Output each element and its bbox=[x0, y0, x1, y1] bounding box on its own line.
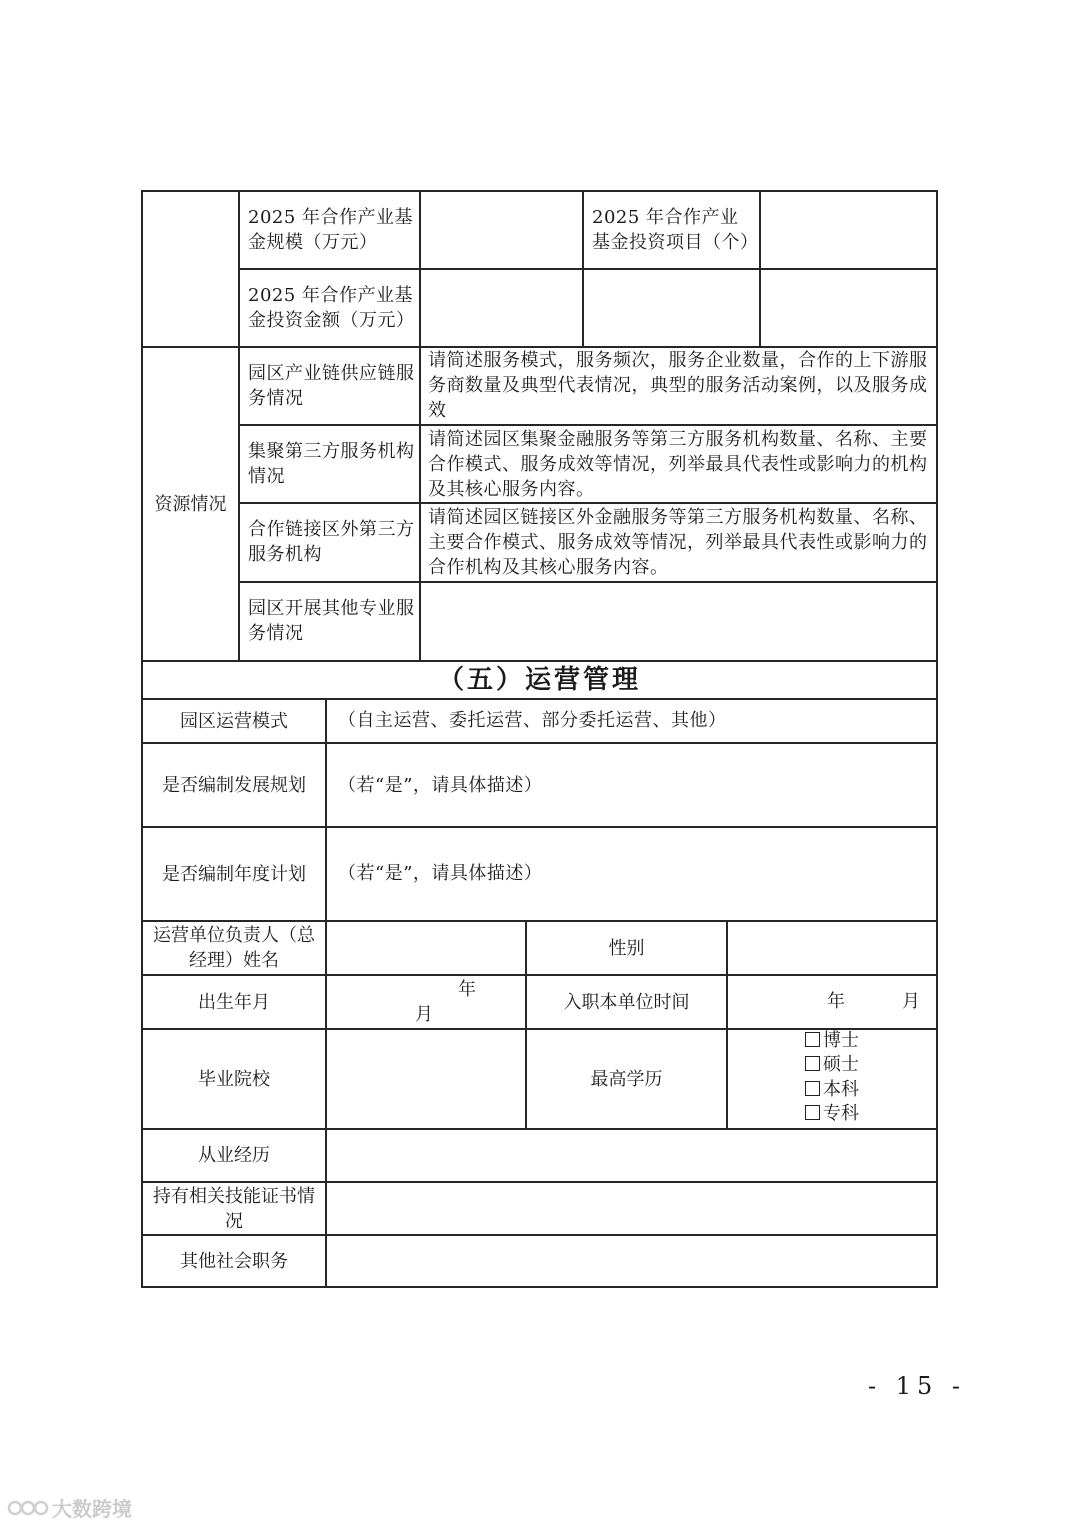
school-input[interactable] bbox=[327, 1030, 525, 1128]
edu-option-associate[interactable]: 专科 bbox=[805, 1102, 859, 1127]
join-input[interactable] bbox=[728, 976, 935, 1028]
school-label: 毕业院校 bbox=[198, 1068, 270, 1090]
watermark-text: 大数跨境 bbox=[52, 1497, 132, 1521]
duty-label: 其他社会职务 bbox=[180, 1250, 288, 1272]
plan-label: 是否编制发展规划 bbox=[162, 774, 306, 796]
manager-label: 运营单位负责人（总经理）姓名 bbox=[153, 925, 315, 971]
section-title: （五）运营管理 bbox=[437, 664, 641, 695]
fund-projects-label: 2025 年合作产业基金投资项目（个） bbox=[592, 207, 759, 253]
join-month-unit: 月 bbox=[902, 991, 921, 1012]
resource-label-external: 合作链接区外第三方服务机构 bbox=[248, 519, 415, 565]
fund-amount-label: 2025 年合作产业基金投资金额（万元） bbox=[248, 285, 415, 331]
checkbox-icon[interactable] bbox=[805, 1081, 820, 1096]
birth-input[interactable] bbox=[327, 976, 525, 1028]
birth-month-unit: 月 bbox=[415, 1004, 434, 1025]
empty-cell bbox=[761, 270, 935, 346]
mode-hint[interactable]: （自主运营、委托运营、部分委托运营、其他） bbox=[338, 710, 727, 731]
birth-label: 出生年月 bbox=[198, 991, 270, 1013]
edu-label: 最高学历 bbox=[590, 1068, 663, 1090]
resource-label-third-party: 集聚第三方服务机构情况 bbox=[248, 441, 415, 487]
fund-scale-label: 2025 年合作产业基金规模（万元） bbox=[248, 207, 414, 253]
annual-hint[interactable]: （若“是”，请具体描述） bbox=[338, 863, 543, 884]
resource-hint-supply-chain[interactable]: 请简述服务模式，服务频次，服务企业数量，合作的上下游服务商数量及典型代表情况，典型的服务活动案例，以及服务成效 bbox=[428, 350, 928, 421]
checkbox-icon[interactable] bbox=[805, 1105, 820, 1120]
checkbox-icon[interactable] bbox=[805, 1032, 820, 1047]
checkbox-icon[interactable] bbox=[805, 1056, 820, 1071]
fund-projects-input[interactable] bbox=[761, 192, 935, 268]
mode-label: 园区运营模式 bbox=[180, 710, 288, 732]
empty-cell bbox=[584, 270, 758, 346]
experience-label: 从业经历 bbox=[198, 1145, 270, 1166]
gender-label: 性别 bbox=[608, 937, 645, 959]
resource-other-input[interactable] bbox=[421, 583, 935, 660]
experience-input[interactable] bbox=[327, 1130, 935, 1181]
edu-option-master[interactable]: 硕士 bbox=[805, 1053, 859, 1078]
resource-label-other: 园区开展其他专业服务情况 bbox=[248, 598, 415, 644]
fund-amount-input[interactable] bbox=[421, 270, 581, 346]
resource-hint-external[interactable]: 请简述园区链接区外金融服务等第三方服务机构数量、名称、主要合作模式、服务成效等情况，列举最具代表性或影响力的合作机构及其核心服务内容。 bbox=[428, 507, 928, 578]
fund-scale-input[interactable] bbox=[421, 192, 581, 268]
join-label: 入职本单位时间 bbox=[563, 991, 690, 1013]
cert-input[interactable] bbox=[327, 1183, 935, 1234]
watermark bbox=[6, 1493, 132, 1522]
plan-hint[interactable]: （若“是”，请具体描述） bbox=[338, 775, 543, 796]
manager-name-input[interactable] bbox=[327, 922, 525, 974]
edu-option-phd[interactable]: 博士 bbox=[805, 1029, 859, 1054]
watermark-logo-icon bbox=[6, 1495, 52, 1521]
resource-hint-third-party[interactable]: 请简述园区集聚金融服务等第三方服务机构数量、名称、主要合作模式、服务成效等情况，列举最具代表性或影响力的机构及其核心服务内容。 bbox=[428, 429, 928, 500]
duty-input[interactable] bbox=[327, 1236, 935, 1286]
join-year-unit: 年 bbox=[827, 991, 846, 1012]
cert-label: 持有相关技能证书情况 bbox=[153, 1185, 315, 1232]
annual-label: 是否编制年度计划 bbox=[162, 863, 306, 885]
resources-section-label: 资源情况 bbox=[154, 493, 227, 515]
page-number: - 15 - bbox=[868, 1372, 967, 1400]
resource-label-supply-chain: 园区产业链供应链服务情况 bbox=[248, 363, 415, 409]
birth-year-unit: 年 bbox=[458, 979, 477, 1000]
gender-input[interactable] bbox=[728, 922, 935, 974]
edu-option-bachelor[interactable]: 本科 bbox=[805, 1078, 859, 1103]
